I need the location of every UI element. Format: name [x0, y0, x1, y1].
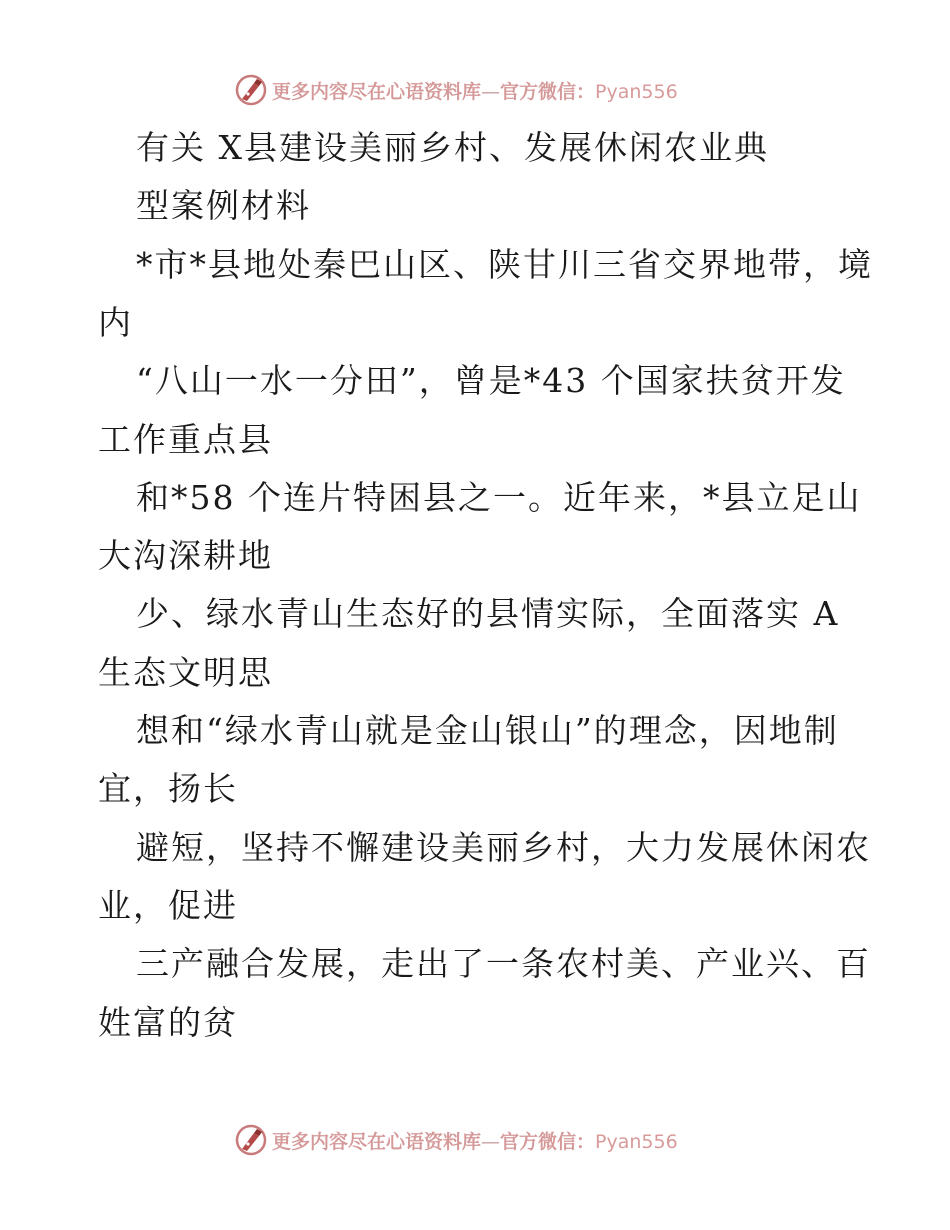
doc-title-line: 有关 X县建设美丽乡村、发展休闲农业典	[136, 128, 769, 167]
watermark-wechat-id: Pyan556	[595, 80, 678, 103]
doc-text-line: 业，促进	[98, 886, 238, 925]
watermark-separator: —	[481, 80, 501, 103]
doc-text-line: 三产融合发展，走出了一条农村美、产业兴、百	[136, 944, 871, 983]
watermark-separator: —	[481, 1130, 501, 1153]
watermark-wechat-id: Pyan556	[595, 1130, 678, 1153]
watermark-brand: 更多内容尽在心语资料库	[272, 80, 482, 103]
doc-text-line: 生态文明思	[98, 653, 273, 692]
doc-text-line: “八山一水一分田”，曾是*43 个国家扶贫开发	[136, 361, 846, 400]
doc-text-line: 和*58 个连片特困县之一。近年来，*县立足山	[136, 478, 862, 517]
footer-watermark	[234, 1122, 678, 1158]
doc-text-line: 姓富的贫	[98, 1003, 238, 1042]
header-watermark	[234, 72, 678, 108]
doc-text-line: 工作重点县	[98, 420, 273, 459]
doc-text-line: 大沟深耕地	[98, 536, 273, 575]
doc-text-line: 内	[98, 303, 133, 342]
watermark-brand: 更多内容尽在心语资料库	[272, 1130, 482, 1153]
doc-text-line: 宜，扬长	[98, 769, 238, 808]
doc-text-line: 避短，坚持不懈建设美丽乡村，大力发展休闲农	[136, 828, 871, 867]
pen-nib-circle-icon	[234, 1123, 268, 1157]
watermark-wechat-label: 官方微信：	[500, 80, 596, 103]
doc-text-line: 少、绿水青山生态好的县情实际，全面落实 A	[136, 594, 840, 633]
doc-text-line: 想和“绿水青山就是金山银山”的理念，因地制	[136, 711, 839, 750]
watermark-wechat-label: 官方微信：	[500, 1130, 596, 1153]
doc-title-line: 型案例材料	[136, 186, 311, 225]
pen-nib-circle-icon	[234, 73, 268, 107]
doc-text-line: *市*县地处秦巴山区、陕甘川三省交界地带，境	[136, 245, 873, 284]
